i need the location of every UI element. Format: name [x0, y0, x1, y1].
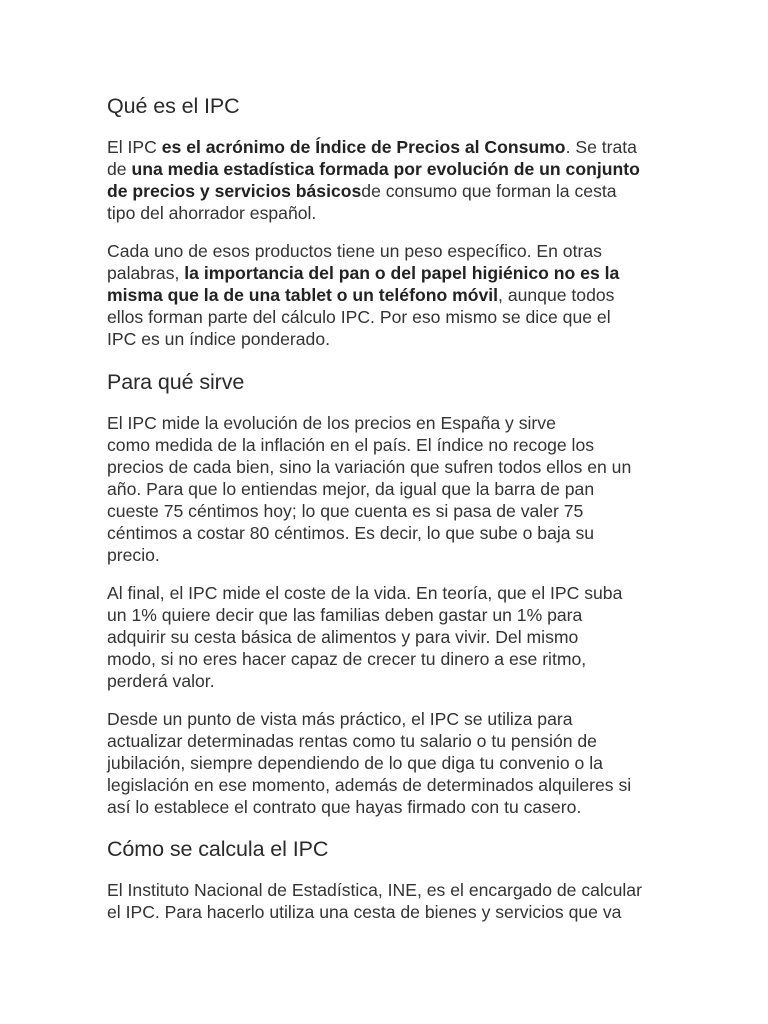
- bold-text: misma que la de una tablet o un teléfono móvil: [107, 285, 499, 305]
- paragraph-weights: [107, 240, 668, 350]
- text-line: tipo del ahorrador español.: [107, 203, 317, 223]
- paragraph-practical-use: [107, 708, 668, 818]
- heading-como-se-calcula: Cómo se calcula el IPC: [107, 837, 329, 861]
- text-line: ellos forman parte del cálculo IPC. Por eso mismo se dice que el: [107, 307, 611, 327]
- text-line: un 1% quiere decir que las familias deben gastar un 1% para: [107, 605, 583, 625]
- bold-text: la importancia del pan o del papel higiénico no es la: [184, 263, 620, 283]
- text-line: como medida de la inflación en el país. El índice no recoge los: [107, 435, 595, 455]
- text-line: cueste 75 céntimos hoy; lo que cuenta es si pasa de valer 75: [107, 501, 584, 521]
- paragraph-calculation: [107, 879, 668, 923]
- text-span: palabras,: [107, 263, 185, 283]
- text-line: Al final, el IPC mide el coste de la vida. En teoría, que el IPC suba: [107, 583, 623, 603]
- text-span: El IPC: [107, 137, 162, 157]
- heading-para-que-sirve: Para qué sirve: [107, 370, 245, 394]
- text-line: año. Para que lo entiendas mejor, da igual que la barra de pan: [107, 479, 595, 499]
- text-span: , aunque todos: [498, 285, 615, 305]
- text-line: así lo establece el contrato que hayas firmado con tu casero.: [107, 797, 582, 817]
- text-line: precios de cada bien, sino la variación que sufren todos ellos en un: [107, 457, 632, 477]
- text-line: adquirir su cesta básica de alimentos y para vivir. Del mismo: [107, 627, 579, 647]
- text-line: [107, 284, 668, 306]
- text-line: céntimos a costar 80 céntimos. Es decir, lo que sube o baja su: [107, 523, 595, 543]
- text-line: actualizar determinadas rentas como tu salario o tu pensión de: [107, 731, 597, 751]
- text-line: perderá valor.: [107, 671, 215, 691]
- text-line: El Instituto Nacional de Estadística, INE, es el encargado de calcular: [107, 880, 642, 900]
- text-line: el IPC. Para hacerlo utiliza una cesta de bienes y servicios que va: [107, 902, 622, 922]
- bold-text: es el acrónimo de Índice de Precios al Consumo: [161, 137, 566, 157]
- text-line: jubilación, siempre dependiendo de lo que diga tu convenio o la: [107, 753, 603, 773]
- text-span: de: [107, 159, 132, 179]
- heading-que-es-el-ipc: Qué es el IPC: [107, 94, 240, 118]
- text-span: . Se trata: [565, 137, 637, 157]
- paragraph-cost-of-living: [107, 582, 668, 692]
- text-line: [107, 180, 668, 202]
- bold-text: de precios y servicios básicos: [107, 181, 362, 201]
- text-line: El IPC mide la evolución de los precios en España y sirve: [107, 413, 556, 433]
- text-span: de consumo que forman la cesta: [361, 181, 617, 201]
- text-line: IPC es un índice ponderado.: [107, 329, 331, 349]
- paragraph-purpose: [107, 412, 668, 566]
- text-line: legislación en ese momento, además de determinados alquileres si: [107, 775, 632, 795]
- text-line: modo, si no eres hacer capaz de crecer tu dinero a ese ritmo,: [107, 649, 587, 669]
- text-line: Cada uno de esos productos tiene un peso específico. En otras: [107, 241, 602, 261]
- bold-text: una media estadística formada por evolución de un conjunto: [131, 159, 640, 179]
- text-line: Desde un punto de vista más práctico, el IPC se utiliza para: [107, 709, 573, 729]
- text-line: precio.: [107, 545, 160, 565]
- paragraph-definition: [107, 136, 668, 224]
- text-line: [107, 136, 668, 158]
- text-line: [107, 158, 668, 180]
- text-line: [107, 262, 668, 284]
